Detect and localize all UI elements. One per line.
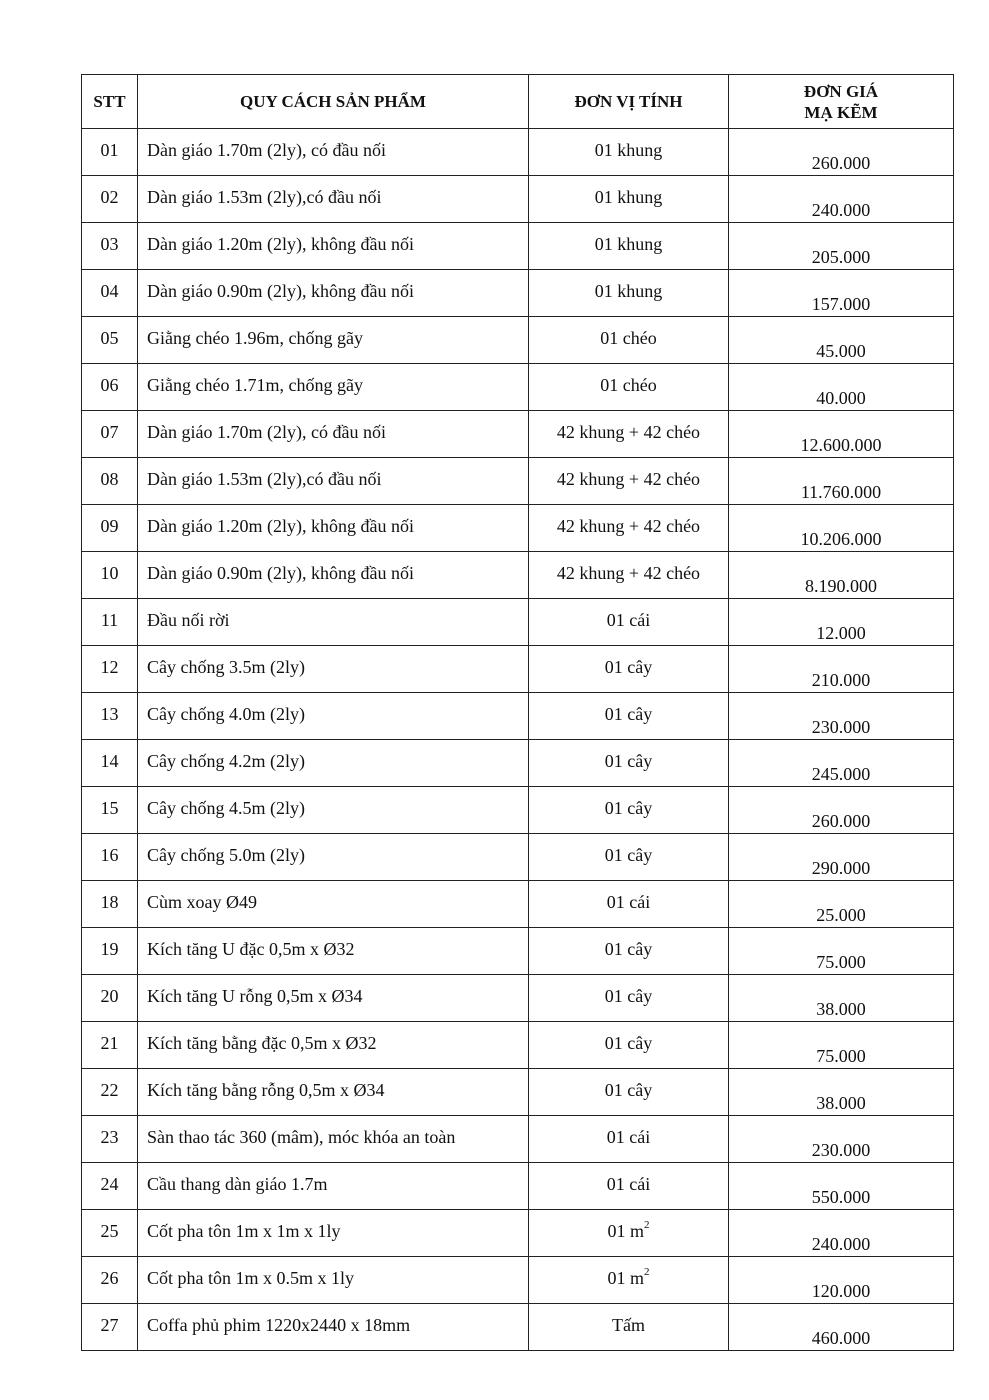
- header-stt: STT: [82, 75, 138, 129]
- row-unit-superscript: 2: [644, 1218, 650, 1231]
- row-stt: 25: [82, 1210, 138, 1257]
- price-table: [81, 74, 954, 1351]
- row-stt: 15: [82, 787, 138, 834]
- table-row: [82, 1163, 954, 1210]
- row-spec: Giằng chéo 1.71m, chống gãy: [138, 364, 529, 411]
- row-unit-text: 01 khung: [594, 280, 663, 301]
- row-unit: [529, 1210, 729, 1257]
- row-unit: [529, 646, 729, 693]
- row-unit-text: 01 m: [607, 1267, 644, 1288]
- row-stt: 11: [82, 599, 138, 646]
- row-stt: 03: [82, 223, 138, 270]
- row-spec: Dàn giáo 1.70m (2ly), có đầu nối: [138, 129, 529, 176]
- header-unit: ĐƠN VỊ TÍNH: [529, 75, 729, 129]
- row-unit-text: 42 khung + 42 chéo: [556, 562, 701, 583]
- row-stt: 16: [82, 834, 138, 881]
- row-stt: 10: [82, 552, 138, 599]
- row-unit-text: 01 cái: [606, 1126, 651, 1147]
- table-row: [82, 129, 954, 176]
- table-row: [82, 270, 954, 317]
- row-spec: Cầu thang dàn giáo 1.7m: [138, 1163, 529, 1210]
- row-unit: [529, 505, 729, 552]
- row-unit: [529, 223, 729, 270]
- row-unit-text: 01 chéo: [600, 327, 657, 348]
- row-stt: 18: [82, 881, 138, 928]
- row-price: 11.760.000: [729, 458, 954, 505]
- row-stt: 06: [82, 364, 138, 411]
- row-unit: [529, 1163, 729, 1210]
- row-unit-text: 01 cây: [604, 938, 653, 959]
- row-unit: [529, 599, 729, 646]
- row-stt: 07: [82, 411, 138, 458]
- row-price: 12.600.000: [729, 411, 954, 458]
- row-spec: Dàn giáo 1.20m (2ly), không đầu nối: [138, 505, 529, 552]
- row-spec: Đầu nối rời: [138, 599, 529, 646]
- row-unit-text: 01 cây: [604, 656, 653, 677]
- row-stt: 04: [82, 270, 138, 317]
- row-price: 75.000: [729, 1022, 954, 1069]
- row-unit-text: 01 m: [607, 1220, 644, 1241]
- row-spec: Cốt pha tôn 1m x 0.5m x 1ly: [138, 1257, 529, 1304]
- row-unit: [529, 834, 729, 881]
- row-unit-text: 42 khung + 42 chéo: [556, 468, 701, 489]
- table-row: [82, 1257, 954, 1304]
- row-unit-text: 01 chéo: [600, 374, 657, 395]
- row-unit: [529, 411, 729, 458]
- table-row: [82, 1069, 954, 1116]
- table-row: [82, 458, 954, 505]
- header-row: [82, 75, 954, 129]
- row-unit-text: 01 cây: [604, 797, 653, 818]
- row-price: 45.000: [729, 317, 954, 364]
- row-unit: [529, 270, 729, 317]
- row-stt: 09: [82, 505, 138, 552]
- header-spec: QUY CÁCH SẢN PHẨM: [138, 75, 529, 129]
- row-unit-text: 01 cái: [606, 891, 651, 912]
- table-row: [82, 646, 954, 693]
- row-spec: Dàn giáo 1.53m (2ly),có đầu nối: [138, 176, 529, 223]
- row-unit-text: 42 khung + 42 chéo: [556, 421, 701, 442]
- row-unit: [529, 740, 729, 787]
- table-row: [82, 1304, 954, 1351]
- row-price: 75.000: [729, 928, 954, 975]
- row-unit: [529, 1116, 729, 1163]
- row-price: 38.000: [729, 1069, 954, 1116]
- row-spec: Kích tăng bằng đặc 0,5m x Ø32: [138, 1022, 529, 1069]
- row-price: 230.000: [729, 693, 954, 740]
- row-price: 245.000: [729, 740, 954, 787]
- row-price: 120.000: [729, 1257, 954, 1304]
- table-row: [82, 1022, 954, 1069]
- row-spec: Cây chống 3.5m (2ly): [138, 646, 529, 693]
- row-unit-text: 01 cây: [604, 703, 653, 724]
- row-price: 25.000: [729, 881, 954, 928]
- row-unit: [529, 787, 729, 834]
- row-spec: Cây chống 4.2m (2ly): [138, 740, 529, 787]
- row-stt: 05: [82, 317, 138, 364]
- row-spec: Dàn giáo 0.90m (2ly), không đầu nối: [138, 552, 529, 599]
- row-spec: Dàn giáo 1.70m (2ly), có đầu nối: [138, 411, 529, 458]
- table-row: [82, 975, 954, 1022]
- row-stt: 24: [82, 1163, 138, 1210]
- row-unit-text: 01 cây: [604, 1032, 653, 1053]
- row-spec: Cây chống 5.0m (2ly): [138, 834, 529, 881]
- row-unit: [529, 1257, 729, 1304]
- row-unit-text: 01 khung: [594, 139, 663, 160]
- row-price: 8.190.000: [729, 552, 954, 599]
- row-spec: Giằng chéo 1.96m, chống gãy: [138, 317, 529, 364]
- row-price: 240.000: [729, 176, 954, 223]
- table-row: [82, 693, 954, 740]
- row-spec: Dàn giáo 1.20m (2ly), không đầu nối: [138, 223, 529, 270]
- row-unit-text: 01 cái: [606, 609, 651, 630]
- row-unit: [529, 1022, 729, 1069]
- row-price: 230.000: [729, 1116, 954, 1163]
- row-price: 260.000: [729, 129, 954, 176]
- row-unit-text: 42 khung + 42 chéo: [556, 515, 701, 536]
- row-spec: Sàn thao tác 360 (mâm), móc khóa an toàn: [138, 1116, 529, 1163]
- row-unit-text: 01 khung: [594, 233, 663, 254]
- row-unit: [529, 458, 729, 505]
- row-price: 460.000: [729, 1304, 954, 1351]
- table-row: [82, 552, 954, 599]
- row-price: 10.206.000: [729, 505, 954, 552]
- row-unit: [529, 928, 729, 975]
- row-unit: [529, 364, 729, 411]
- table-header: [82, 75, 954, 129]
- row-stt: 01: [82, 129, 138, 176]
- row-stt: 22: [82, 1069, 138, 1116]
- table-row: [82, 505, 954, 552]
- table-row: [82, 1210, 954, 1257]
- row-spec: Kích tăng U đặc 0,5m x Ø32: [138, 928, 529, 975]
- row-stt: 26: [82, 1257, 138, 1304]
- row-price: 157.000: [729, 270, 954, 317]
- table-row: [82, 740, 954, 787]
- table-row: [82, 411, 954, 458]
- row-spec: Cây chống 4.0m (2ly): [138, 693, 529, 740]
- row-price: 12.000: [729, 599, 954, 646]
- row-unit: [529, 693, 729, 740]
- header-price-line2: MẠ KẼM: [804, 102, 878, 122]
- table-row: [82, 834, 954, 881]
- row-unit-text: 01 cái: [606, 1173, 651, 1194]
- row-unit: [529, 552, 729, 599]
- row-unit-text: 01 cây: [604, 844, 653, 865]
- row-unit: [529, 975, 729, 1022]
- row-price: 550.000: [729, 1163, 954, 1210]
- row-unit-text: 01 cây: [604, 1079, 653, 1100]
- row-price: 210.000: [729, 646, 954, 693]
- table-row: [82, 881, 954, 928]
- row-spec: Kích tăng U rỗng 0,5m x Ø34: [138, 975, 529, 1022]
- row-price: 290.000: [729, 834, 954, 881]
- row-stt: 21: [82, 1022, 138, 1069]
- row-stt: 02: [82, 176, 138, 223]
- table-row: [82, 317, 954, 364]
- row-unit: [529, 129, 729, 176]
- row-spec: Dàn giáo 1.53m (2ly),có đầu nối: [138, 458, 529, 505]
- row-price: 38.000: [729, 975, 954, 1022]
- row-unit-text: 01 khung: [594, 186, 663, 207]
- row-unit: [529, 1304, 729, 1351]
- row-price: 40.000: [729, 364, 954, 411]
- row-stt: 23: [82, 1116, 138, 1163]
- row-unit-text: 01 cây: [604, 750, 653, 771]
- row-unit-text: Tấm: [612, 1314, 645, 1335]
- row-unit: [529, 881, 729, 928]
- table-body: [82, 129, 954, 1351]
- row-unit-superscript: 2: [644, 1265, 650, 1278]
- row-spec: Cây chống 4.5m (2ly): [138, 787, 529, 834]
- row-price: 205.000: [729, 223, 954, 270]
- table-row: [82, 176, 954, 223]
- row-unit: [529, 317, 729, 364]
- header-price-line1: ĐƠN GIÁ: [803, 81, 879, 101]
- row-price: 260.000: [729, 787, 954, 834]
- table-row: [82, 928, 954, 975]
- row-spec: Cùm xoay Ø49: [138, 881, 529, 928]
- row-unit-text: 01 cây: [604, 985, 653, 1006]
- row-stt: 12: [82, 646, 138, 693]
- row-spec: Coffa phủ phim 1220x2440 x 18mm: [138, 1304, 529, 1351]
- header-price: [729, 75, 954, 129]
- row-stt: 19: [82, 928, 138, 975]
- row-stt: 08: [82, 458, 138, 505]
- table-row: [82, 599, 954, 646]
- row-spec: Kích tăng bằng rỗng 0,5m x Ø34: [138, 1069, 529, 1116]
- row-price: 240.000: [729, 1210, 954, 1257]
- row-stt: 14: [82, 740, 138, 787]
- table-row: [82, 223, 954, 270]
- table-row: [82, 787, 954, 834]
- table-row: [82, 364, 954, 411]
- row-stt: 13: [82, 693, 138, 740]
- row-stt: 20: [82, 975, 138, 1022]
- table-row: [82, 1116, 954, 1163]
- row-stt: 27: [82, 1304, 138, 1351]
- row-unit: [529, 176, 729, 223]
- row-unit: [529, 1069, 729, 1116]
- row-spec: Cốt pha tôn 1m x 1m x 1ly: [138, 1210, 529, 1257]
- row-spec: Dàn giáo 0.90m (2ly), không đầu nối: [138, 270, 529, 317]
